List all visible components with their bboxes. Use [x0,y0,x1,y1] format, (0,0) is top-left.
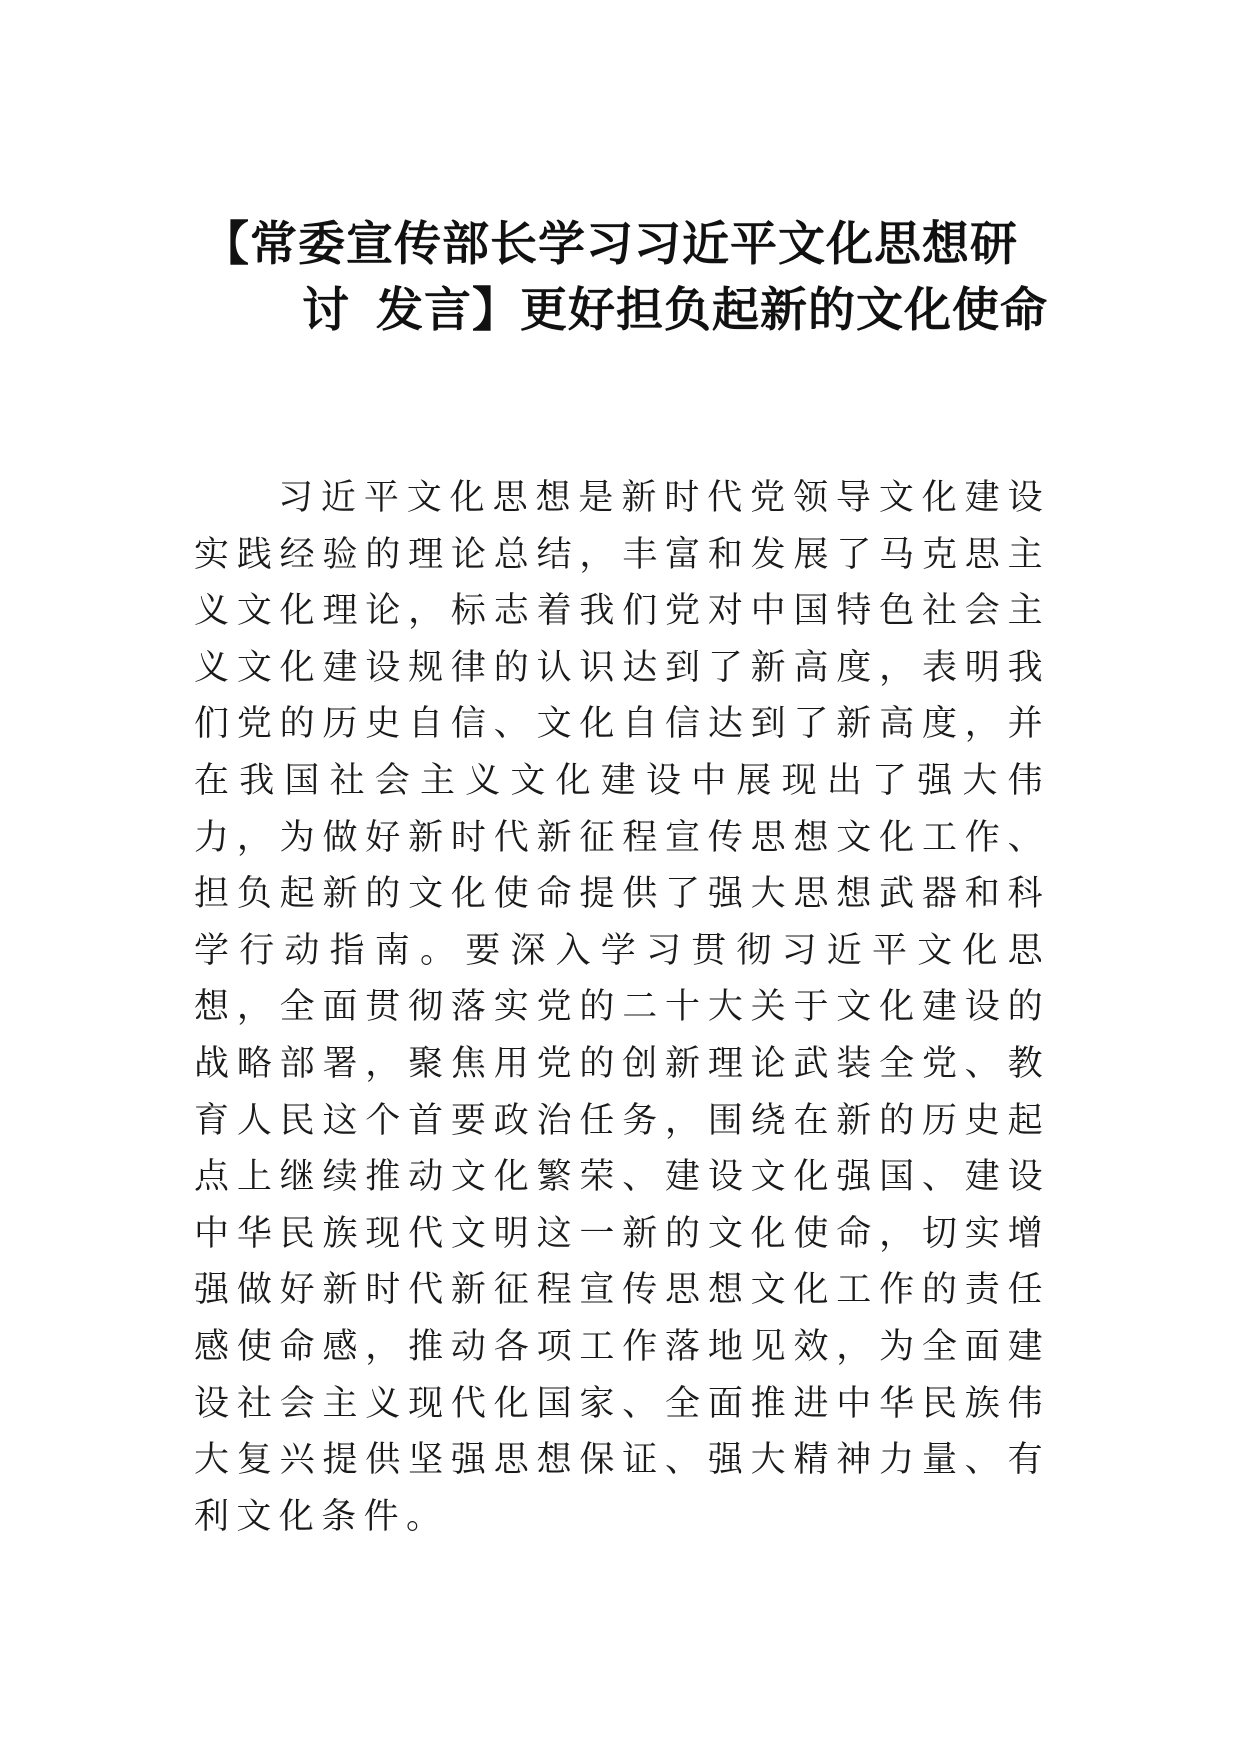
body-paragraph: 习近平文化思想是新时代党领导文化建设实践经验的理论总结，丰富和发展了马克思主义文化理论，标志着我们党对中国特色社会主义文化建设规律的认识达到了新高度，表明我们党的历史自信、文化自信达到了新高度，并在我国社会主义文化建设中展现出了强大伟力，为做好新时代新征程宣传思想文化工作、担负起新的文化使命提供了强大思想武器和科学行动指南。要深入学习贯彻习近平文化思想，全面贯彻落实党的二十大关于文化建设的战略部署，聚焦用党的创新理论武装全党、教育人民这个首要政治任务，围绕在新的历史起点上继续推动文化繁荣、建设文化强国、建设中华民族现代文明这一新的文化使命，切实增强做好新时代新征程宣传思想文化工作的责任感使命感，推动各项工作落地见效，为全面建设社会主义现代化国家、全面推进中华民族伟大复兴提供坚强思想保证、强大精神力量、有利文化条件。 [194,478,1050,1537]
title-line-2-part-b: 发言】更好担负起新的文化使命 [376,283,1048,338]
document-title [0,212,1240,344]
title-line-2 [0,278,1240,344]
title-line-1: 【常委宣传部长学习习近平文化思想研 [202,217,1018,272]
title-line-2-part-a: 讨 [302,283,350,338]
